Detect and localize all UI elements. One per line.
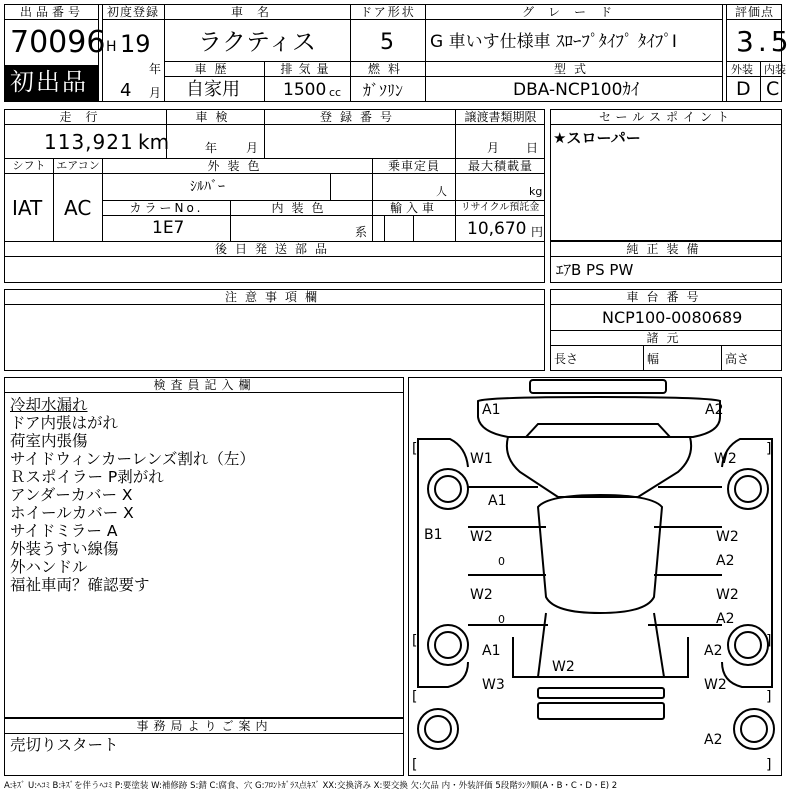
model-value: DBA-NCP100ｶｲ xyxy=(513,80,640,100)
dmg-mark: ] xyxy=(766,689,772,705)
recycle-unit: 円 xyxy=(531,225,544,239)
dmg-mark: A1 xyxy=(488,493,507,509)
dmg-mark: ] xyxy=(766,757,772,773)
dmg-mark: 0 xyxy=(498,555,505,568)
ext-color-label: 外装色 xyxy=(207,159,268,173)
sales-point-text: ★スローパー xyxy=(553,129,641,147)
recycle-label: リサイクル預託金 xyxy=(460,202,540,213)
fuel-value: ｶﾞｿﾘﾝ xyxy=(363,81,404,100)
door-label: ドア形状 xyxy=(360,5,416,19)
inspector-line: Ｒスポイラー P剥がれ xyxy=(10,468,164,486)
inspection-label: 車検 xyxy=(195,110,236,124)
dmg-mark: W1 xyxy=(470,451,493,467)
inspector-label: 検査員記入欄 xyxy=(153,378,256,392)
dmg-mark: A2 xyxy=(704,732,723,748)
dmg-mark: A2 xyxy=(716,611,735,627)
max-load-unit: kg xyxy=(529,185,543,198)
reg-year-unit: 年 xyxy=(149,62,162,76)
score-value: 3.5 xyxy=(736,25,793,58)
capacity-label: 乗車定員 xyxy=(387,159,440,173)
dmg-mark: W3 xyxy=(482,677,505,693)
dmg-mark: A2 xyxy=(716,553,735,569)
aircon-value: AC xyxy=(64,196,92,220)
mileage-unit: km xyxy=(138,130,170,154)
inspector-notes xyxy=(10,396,255,594)
dmg-mark: A2 xyxy=(704,643,723,659)
car-diagram xyxy=(408,377,782,776)
shift-label: シフト xyxy=(12,159,46,172)
aircon-label: エアコン xyxy=(56,159,100,172)
dmg-mark: W2 xyxy=(716,587,739,603)
plate-label: 登録番号 xyxy=(319,110,400,124)
dmg-mark: [ xyxy=(412,441,418,457)
lot-label: 出品番号 xyxy=(19,5,84,19)
dmg-mark: [ xyxy=(412,689,418,705)
spec-height: 高さ xyxy=(725,352,750,366)
reg-month: 4 xyxy=(120,80,132,101)
inspector-line: 外ハンドル xyxy=(10,558,88,576)
recycle-value: 10,670 xyxy=(467,219,527,239)
grade-label: グレード xyxy=(521,5,626,19)
dmg-mark: [ xyxy=(412,633,418,649)
door-value: 5 xyxy=(380,30,394,55)
specs-label: 諸元 xyxy=(646,331,687,345)
fuel-label: 燃料 xyxy=(367,62,408,76)
model-label: 型式 xyxy=(553,62,594,76)
equipment-label: 純正装備 xyxy=(626,242,707,256)
displacement-value: 1500 xyxy=(283,80,327,100)
inspector-line: サイドウィンカーレンズ割れ（左） xyxy=(10,450,255,468)
transfer-label: 譲渡書類期限 xyxy=(464,110,537,124)
dmg-mark: ] xyxy=(766,633,772,649)
notes-label: 注意事項欄 xyxy=(224,290,325,304)
int-color-label: 内装色 xyxy=(271,201,332,215)
inspection-month-unit: 月 xyxy=(246,141,259,155)
ext-label: 外装 xyxy=(731,63,753,76)
color-no-value: 1E7 xyxy=(152,218,185,238)
int-label: 内装 xyxy=(764,63,786,76)
inspector-line: 外装うすい線傷 xyxy=(10,540,119,558)
grade-value: G 車いす仕様車 ｽﾛｰﾌﾟﾀｲﾌﾟ ﾀｲﾌﾟI xyxy=(430,32,677,52)
dmg-mark: A1 xyxy=(482,643,501,659)
chassis-label: 車台番号 xyxy=(626,290,707,304)
mileage-value: 113,921 xyxy=(44,130,134,154)
inspector-line: ドア内張はがれ xyxy=(10,414,119,432)
dmg-mark: 0 xyxy=(498,613,505,626)
lot-number: 70096 xyxy=(10,25,106,60)
inspector-line: サイドミラー A xyxy=(10,522,118,540)
dmg-mark: W2 xyxy=(470,587,493,603)
dmg-mark: W2 xyxy=(704,677,727,693)
chassis-value: NCP100-0080689 xyxy=(602,308,743,327)
transfer-month-unit: 月 xyxy=(487,141,500,155)
spec-length: 長さ xyxy=(554,352,579,366)
displacement-label: 排気量 xyxy=(280,62,335,76)
car-name-label: 車名 xyxy=(230,5,283,19)
history-label: 車歴 xyxy=(194,62,235,76)
sales-point-label: セールスポイント xyxy=(599,110,734,124)
ext-score: D xyxy=(736,78,751,100)
office-label: 事務局よりご案内 xyxy=(136,719,273,733)
history-value: 自家用 xyxy=(186,79,240,100)
legend-text: A:ｷｽﾞ U:ﾍｺﾐ B:ｷｽﾞを伴うﾍｺﾐ P:要塗装 W:補修跡 S:錆 C:腐食、穴 G:ﾌﾛﾝﾄｶﾞﾗｽ点ｷｽﾞ XX:交換済み X:要交換 欠:欠品 内・外装評価 5段階ﾗﾝｸ順(A・B・C・D・E) 2 xyxy=(4,781,618,791)
later-parts-label: 後日発送部品 xyxy=(214,242,335,256)
color-no-label: カラーNo. xyxy=(129,201,204,215)
shift-value: IAT xyxy=(12,196,43,220)
reg-year: 19 xyxy=(120,30,151,58)
dmg-mark: W2 xyxy=(552,659,575,675)
dmg-mark: A1 xyxy=(482,402,501,418)
import-label: 輸入車 xyxy=(389,201,438,215)
dmg-mark: B1 xyxy=(424,527,443,543)
mileage-label: 走行 xyxy=(59,110,112,124)
inspector-line: 荷室内張傷 xyxy=(10,432,88,450)
dmg-mark: W2 xyxy=(470,529,493,545)
dmg-mark: ] xyxy=(766,441,772,457)
int-score: C xyxy=(766,78,780,100)
equipment-value: ｴｱB PS PW xyxy=(556,261,634,279)
displacement-unit: cc xyxy=(329,86,342,99)
inspector-line: ホイールカバー X xyxy=(10,504,134,522)
inspector-line: 福祉車両？確認要す xyxy=(10,576,150,594)
dmg-mark: W2 xyxy=(714,451,737,467)
inspector-line: アンダーカバー X xyxy=(10,486,133,504)
reg-label: 初度登録 xyxy=(106,5,159,19)
inspection-year-unit: 年 xyxy=(205,141,218,155)
spec-width: 幅 xyxy=(647,352,660,366)
score-label: 評価点 xyxy=(734,5,774,19)
inspector-line: 冷却水漏れ xyxy=(10,396,88,414)
reg-month-unit: 月 xyxy=(149,86,162,100)
capacity-unit: 人 xyxy=(436,185,447,198)
first-listing-text: 初出品 xyxy=(10,68,88,96)
int-color-unit: 系 xyxy=(355,225,368,239)
car-name: ラクティス xyxy=(197,28,317,56)
reg-era: H xyxy=(106,39,117,55)
ext-color-value: ｼﾙﾊﾞｰ xyxy=(190,179,225,195)
dmg-mark: A2 xyxy=(705,402,724,418)
dmg-mark: W2 xyxy=(716,529,739,545)
dmg-mark: [ xyxy=(412,757,418,773)
transfer-day-unit: 日 xyxy=(526,141,539,155)
max-load-label: 最大積載量 xyxy=(467,159,533,173)
office-text: 売切りスタート xyxy=(10,736,119,754)
